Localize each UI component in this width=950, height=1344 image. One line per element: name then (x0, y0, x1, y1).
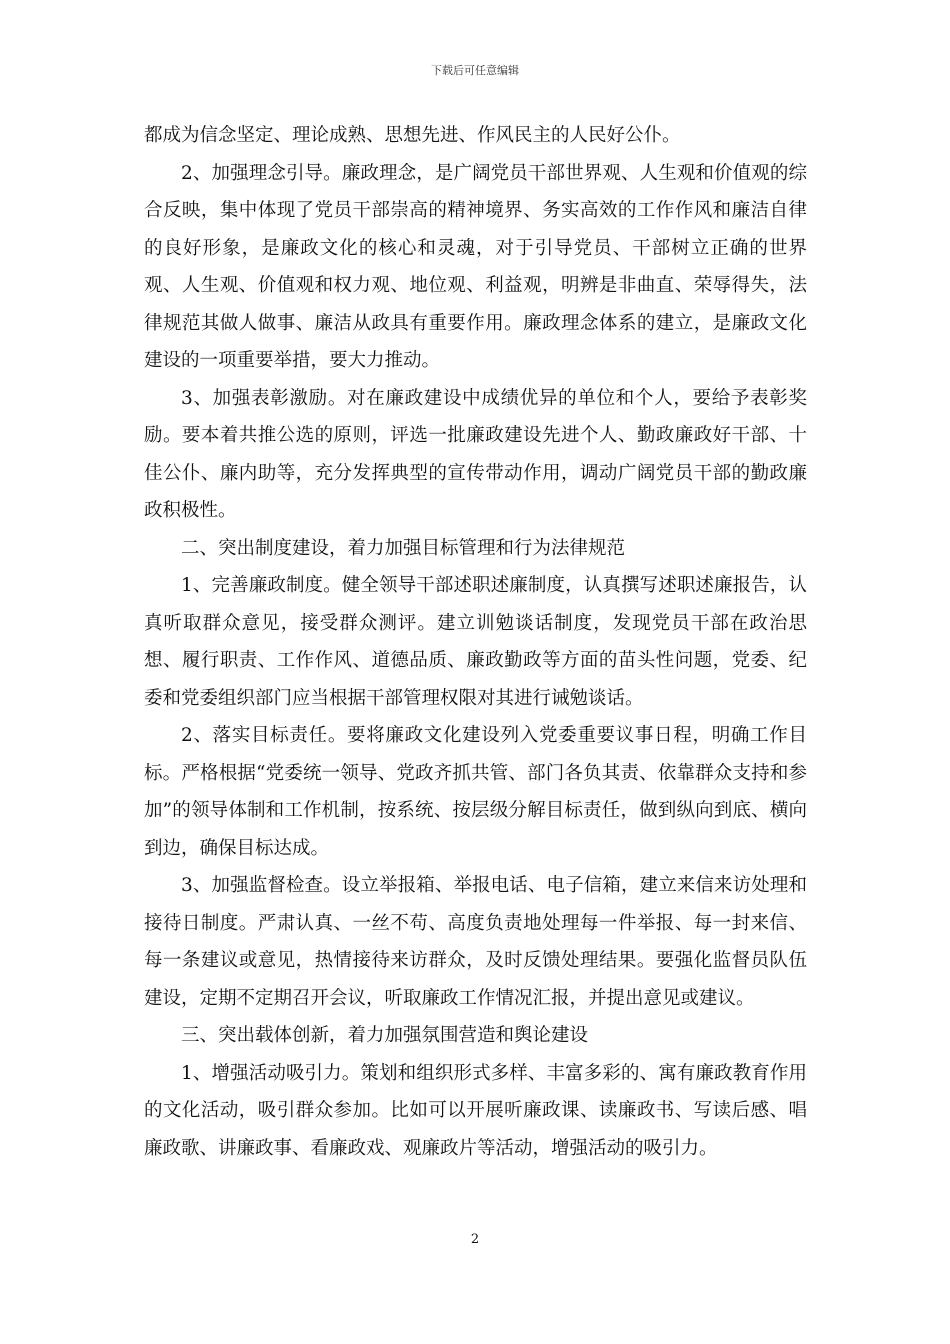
section-heading-2: 二、突出制度建设，着力加强目标管理和行为法律规范 (181, 537, 626, 559)
paragraph-item-3: 3、加强表彰激励。对在廉政建设中成绩优异的单位和个人，要给予表彰奖励。要本着共推公选的原则，评选一批廉政建设先进个人、勤政廉政好干部、十佳公仆、廉内助等，充分发挥典型的宣传带动作用，调动广阔党员干部的勤政廉政积极性。 (144, 387, 807, 521)
paragraph-item-2: 2、加强理念引导。廉政理念，是广阔党员干部世界观、人生观和价值观的综合反映，集中体现了党员干部崇高的精神境界、务实高效的工作作风和廉洁自律的良好形象，是廉政文化的核心和灵魂，对于引导党员、干部树立正确的世界观、人生观、价值观和权力观、地位观、利益观，明辨是非曲直、荣辱得失，法律规范其做人做事、廉洁从政具有重要作用。廉政理念体系的建立，是廉政文化建设的一项重要举措，要大力推动。 (144, 162, 807, 371)
page-header: 下载后可任意编辑 (431, 64, 519, 77)
paragraph-item-2: 2、落实目标责任。要将廉政文化建设列入党委重要议事日程，明确工作目标。严格根据“党委统一领导、党政齐抓共管、部门各负其责、依靠群众支持和参加”的领导体制和工作机制，按系统、按层级分解目标责任，做到纵向到底、横向到边，确保目标达成。 (144, 725, 807, 859)
paragraph-item-1: 1、完善廉政制度。健全领导干部述职述廉制度，认真撰写述职述廉报告，认真听取群众意见，接受群众测评。建立训勉谈话制度，发现党员干部在政治思想、履行职责、工作作风、道德品质、廉政勤政等方面的苗头性问题，党委、纪委和党委组织部门应当根据干部管理权限对其进行诫勉谈话。 (144, 575, 807, 709)
paragraph-item-1: 1、增强活动吸引力。策划和组织形式多样、丰富多彩的、寓有廉政教育作用的文化活动，吸引群众参加。比如可以开展听廉政课、读廉政书、写读后感、唱廉政歌、讲廉政事、看廉政戏、观廉政片等活动，增强活动的吸引力。 (144, 1062, 807, 1159)
section-heading-3: 三、突出载体创新，着力加强氛围营造和舆论建设 (181, 1025, 589, 1046)
page-number: 2 (470, 1232, 480, 1247)
document-body (144, 117, 807, 1167)
paragraph-item-3: 3、加强监督检查。设立举报箱、举报电话、电子信箱，建立来信来访处理和接待日制度。严肃认真、一丝不苟、高度负责地处理每一件举报、每一封来信、每一条建议或意见，热情接待来访群众，及时反馈处理结果。要强化监督员队伍建设，定期不定期召开会议，听取廉政工作情况汇报，并提出意见或建议。 (144, 875, 807, 1009)
paragraph-continuation: 都成为信念坚定、理论成熟、思想先进、作风民主的人民好公仆。 (144, 125, 681, 146)
